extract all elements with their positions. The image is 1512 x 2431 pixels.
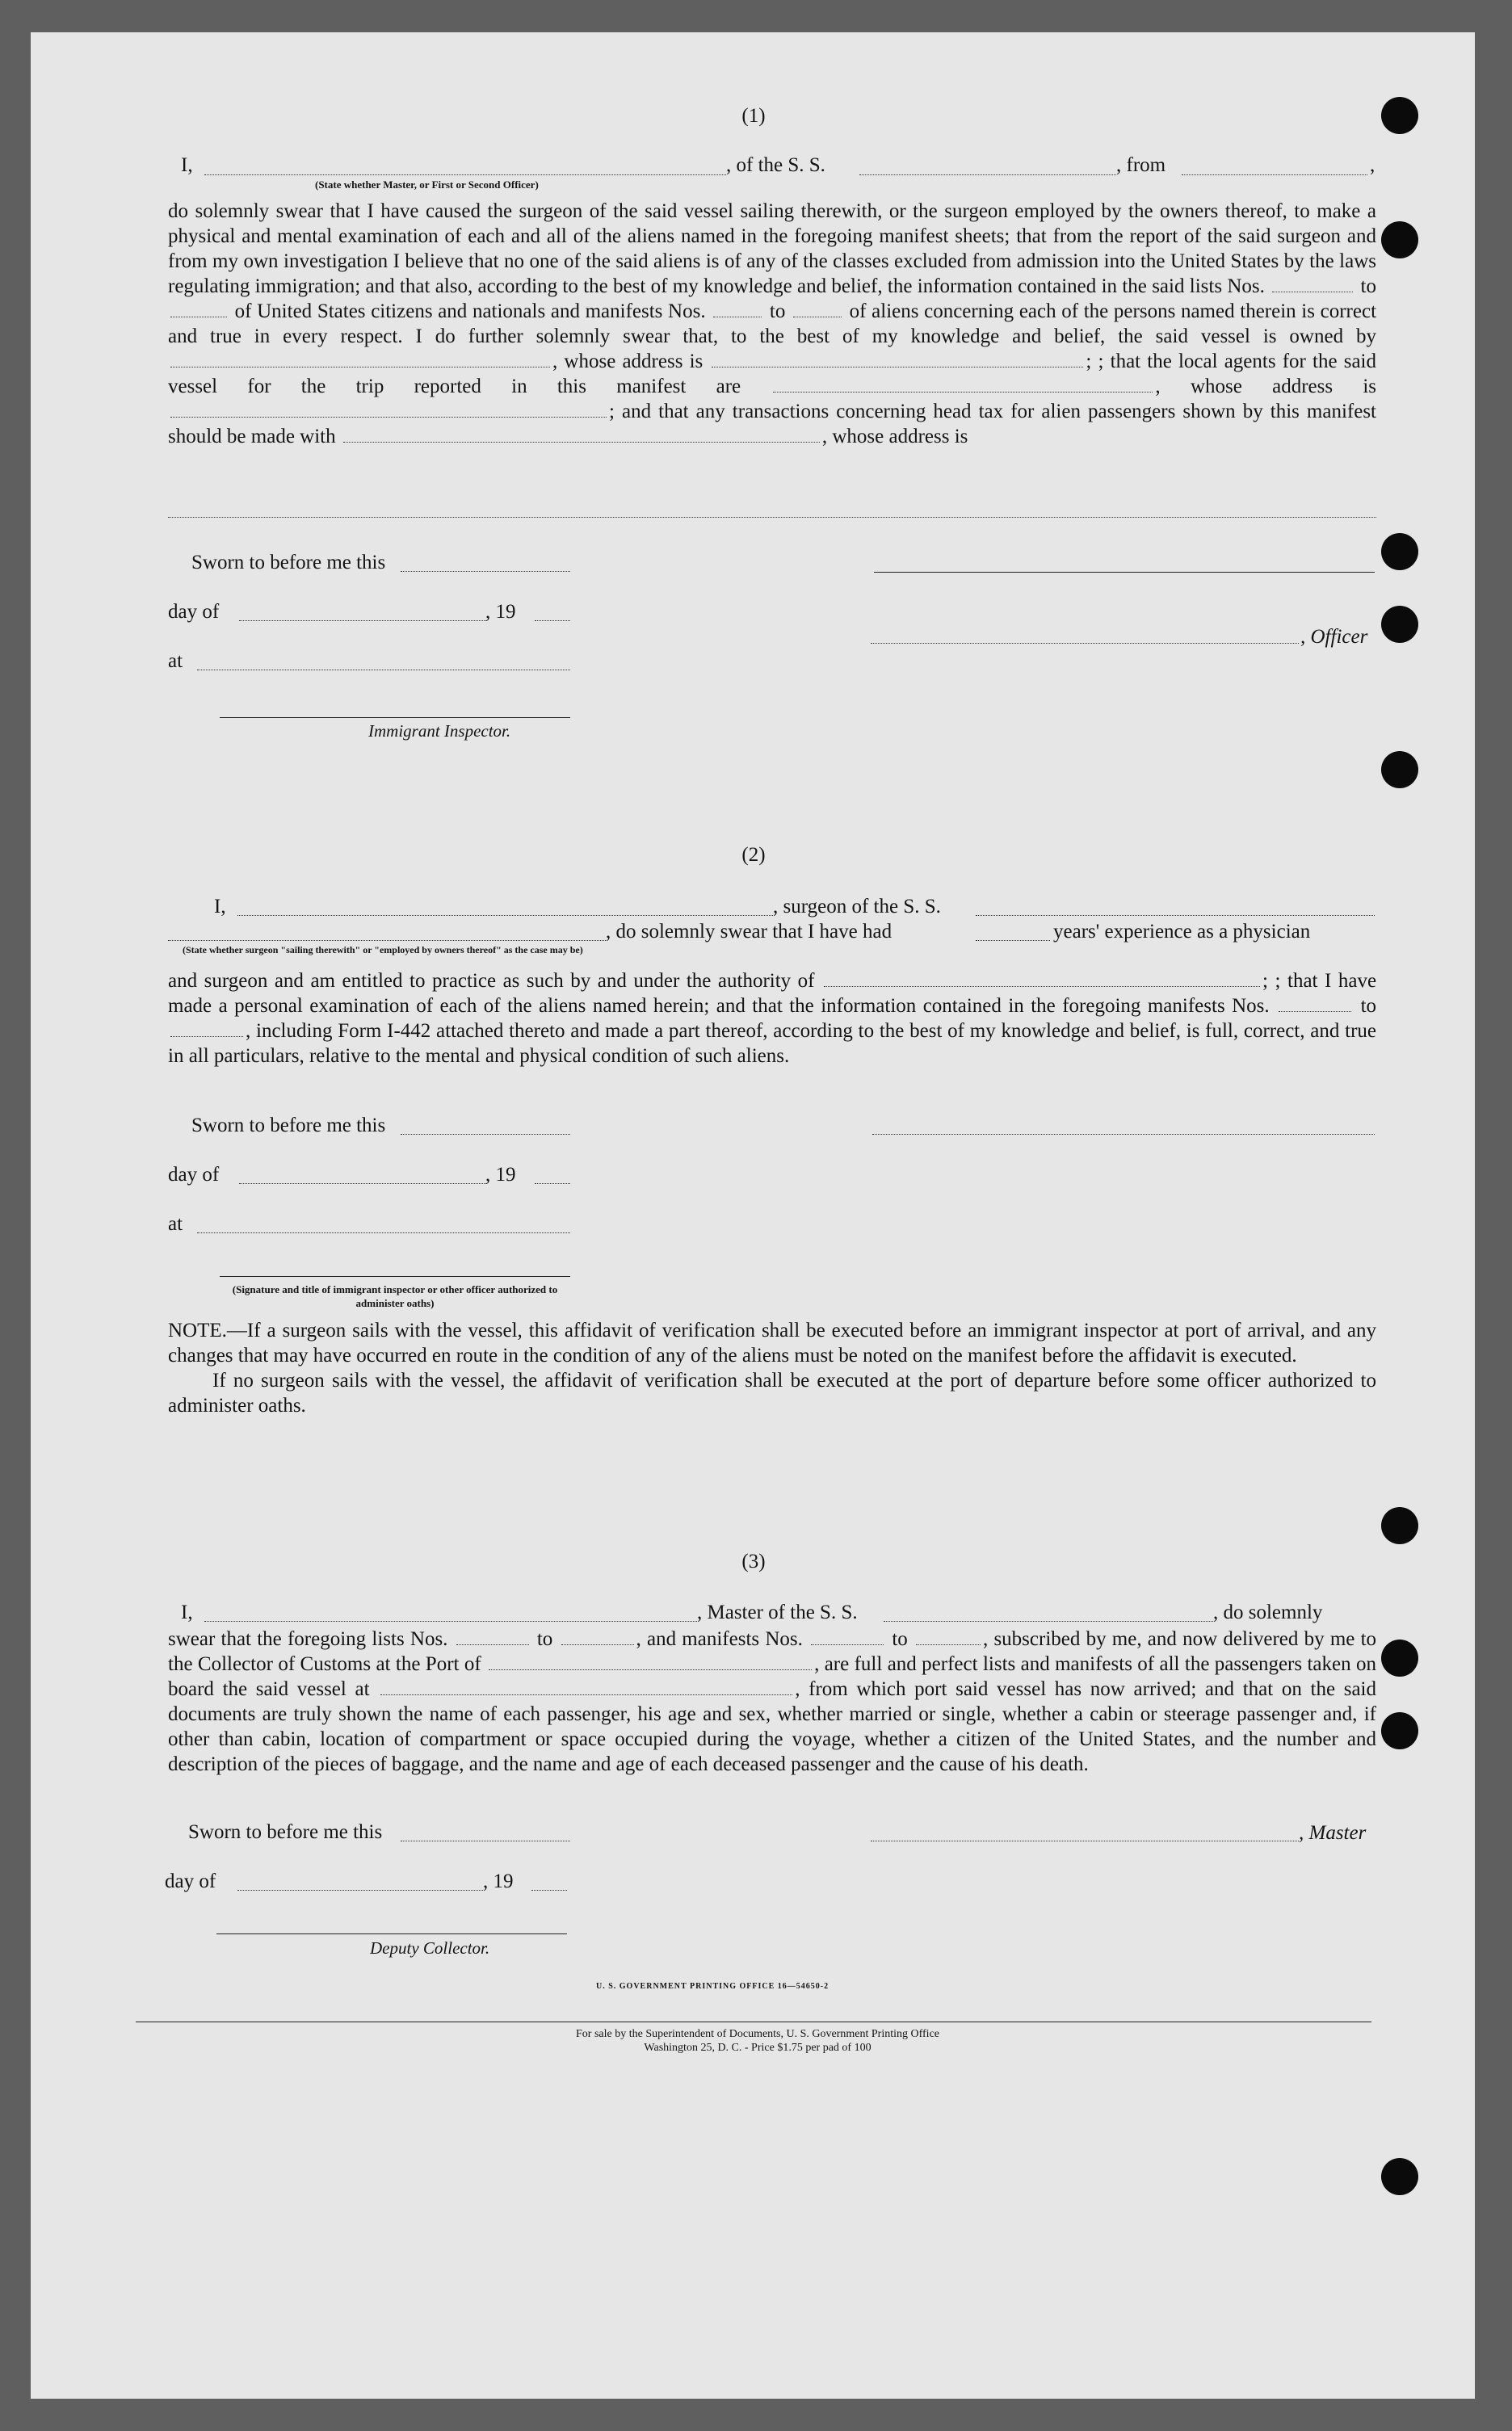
s3-to-1: to: [536, 1628, 553, 1650]
s1-officer-title-field[interactable]: [871, 643, 1299, 644]
s2-authority-field[interactable]: [824, 986, 1260, 987]
s2-year-label: , 19: [485, 1164, 516, 1186]
s1-officer-signature-line[interactable]: [874, 572, 1375, 573]
s2-surgeon-signature-field[interactable]: [872, 1134, 1375, 1135]
s2-capacity-hint: (State whether surgeon "sailing therewith" or "employed by owners thereof" as the case may be): [183, 944, 583, 955]
s2-note-1: NOTE.—If a surgeon sails with the vessel, this affidavit of verification shall be executed before an immigrant inspector at port of arrival, and any changes that may have occurred en route in the condition of any of the aliens must be noted on the manifest before the affidavit is executed.: [168, 1320, 1376, 1367]
s3-deputy-signature-line[interactable]: [216, 1933, 567, 1934]
s2-i-label: I,: [214, 896, 226, 917]
s3-sworn-label: Sworn to before me this: [188, 1821, 383, 1843]
s1-comma: ,: [1370, 154, 1376, 176]
s3-body-2: , and manifests Nos.: [636, 1628, 803, 1650]
s2-at-label: at: [168, 1213, 183, 1235]
punch-hole-3: [1381, 533, 1418, 570]
s3-ship-label: , Master of the S. S.: [697, 1602, 858, 1623]
s1-body-5: ; that the local agents for the said vessel for the trip reported in this manifest are: [168, 351, 1376, 397]
s2-ship-label: , surgeon of the S. S.: [773, 896, 941, 917]
punch-hole-2: [1381, 221, 1418, 258]
s2-note: [168, 1318, 1376, 1418]
s1-year-label: , 19: [485, 601, 516, 623]
punch-hole-7: [1381, 1640, 1418, 1677]
s2-day-label: day of: [168, 1164, 220, 1186]
s3-ship-name-field[interactable]: [884, 1621, 1213, 1622]
s3-master-name-field[interactable]: [204, 1621, 697, 1622]
s3-lists-from-field[interactable]: [456, 1644, 529, 1645]
s1-officer-label: , Officer: [1300, 626, 1368, 648]
s1-body-3: of aliens concerning each of the persons named therein is correct and true in every respect. I do further solemnly swear that, to the best of my knowledge and belief, the said vessel is owned by: [168, 300, 1377, 347]
s2-at-field[interactable]: [197, 1232, 570, 1233]
s2-capacity-field[interactable]: [168, 940, 606, 941]
s1-officer-name-field[interactable]: [204, 174, 726, 175]
s1-headtax-address-field[interactable]: [168, 517, 1376, 518]
s2-note-2: If no surgeon sails with the vessel, the affidavit of verification shall be executed at the port of departure before some officer authorized to administer oaths.: [168, 1370, 1376, 1417]
s2-manifests-from-field[interactable]: [1279, 1011, 1351, 1012]
s2-day-field[interactable]: [239, 1183, 486, 1184]
s1-inspector-label: Immigrant Inspector.: [368, 721, 511, 741]
punch-hole-1: [1381, 97, 1418, 134]
s3-body-4: , are full and perfect lists and manifests of all the passengers taken on board the said vessel at: [168, 1653, 1377, 1700]
section-2-number: (2): [741, 844, 766, 866]
s1-oath-text: do solemnly swear that I have caused the surgeon of the said vessel sailing therewith, or the surgeon employed by the owners thereof, to make a physical and mental examination of each and all of the aliens named in the foregoing manifest sheets; that from the report of the said surgeon and from my own investigation I believe that no one of the said aliens is of any of the classes excluded from admission into the United States by the laws regulating immigration; and that also, according to the best of my knowledge and belief, the information contained in the said lists Nos. to of United States citizens and nationals and manifests Nos. to of aliens concerning each of the persons named therein is correct and true in every respect. I do further solemnly swear that, to the best of my knowledge and belief, the said vessel is owned by , whose address is ; ; that the local agents for the said vessel for the trip reported in this manifest are , whose address is ; and that any transactions concerning head tax for alien passengers shown by this manifest should be made with , whose address is: [168, 200, 1377, 447]
s3-manifests-to-field[interactable]: [916, 1644, 981, 1645]
s3-i-label: I,: [181, 1602, 193, 1623]
s3-master-label: , Master: [1299, 1822, 1367, 1844]
punch-hole-8: [1381, 1712, 1418, 1749]
s1-body-4: , whose address is: [552, 351, 704, 372]
s3-port-field[interactable]: [489, 1669, 812, 1670]
s3-year-field[interactable]: [531, 1890, 567, 1891]
punch-hole-6: [1381, 1507, 1418, 1544]
punch-hole-4: [1381, 606, 1418, 643]
form-page: [31, 32, 1475, 2399]
s2-oath-text: and surgeon and am entitled to practice as such by and under the authority of ; ; that I have made a personal examination of each of the aliens named herein; and that the information contained in the foregoing manifests Nos. to , including Form I-442 attached thereto and made a part thereof, according to the best of my knowledge and belief, is full, correct, and true in all particulars, relative to the mental and physical condition of such aliens.: [168, 970, 1377, 1067]
s2-years-field[interactable]: [976, 940, 1050, 941]
s2-years-label: years' experience as a physician: [1053, 921, 1311, 943]
s3-body-1: swear that the foregoing lists Nos.: [168, 1628, 448, 1650]
sale-notice-2: Washington 25, D. C. - Price $1.75 per pad of 100: [644, 2042, 872, 2054]
punch-hole-5: [1381, 751, 1418, 788]
gpo-imprint: U. S. GOVERNMENT PRINTING OFFICE 16—54650-2: [596, 1982, 830, 1991]
s3-day-label: day of: [165, 1870, 216, 1892]
s1-i-label: I,: [181, 154, 193, 176]
s1-agents-address-field[interactable]: [170, 417, 607, 418]
s2-swear-label: , do solemnly swear that I have had: [606, 921, 892, 943]
s1-from-label: , from: [1116, 154, 1166, 176]
section-1-number: (1): [741, 105, 766, 127]
s2-sworn-label: Sworn to before me this: [191, 1115, 386, 1136]
s1-body-7: ; and that any transactions concerning head tax for alien passengers shown by this manifest should be made with: [168, 401, 1376, 447]
s2-body-1: and surgeon and am entitled to practice as such by and under the authority of: [168, 970, 815, 992]
s2-year-field[interactable]: [535, 1183, 570, 1184]
s1-sworn-label: Sworn to before me this: [191, 552, 386, 573]
s1-to-1: to: [1360, 275, 1376, 297]
s3-day-field[interactable]: [237, 1890, 483, 1891]
s2-officer-signature-line[interactable]: [220, 1276, 570, 1277]
s1-year-field[interactable]: [535, 620, 570, 621]
s1-to-2: to: [769, 300, 786, 322]
s1-inspector-signature-line[interactable]: [220, 717, 570, 718]
s1-headtax-field[interactable]: [343, 442, 820, 443]
s3-oath-text: [168, 1627, 1376, 1777]
s2-sworn-date-field[interactable]: [401, 1134, 570, 1135]
s1-officer-hint: (State whether Master, or First or Second Officer): [315, 178, 539, 191]
s3-solemnly-label: , do solemnly: [1213, 1602, 1323, 1623]
punch-hole-9: [1381, 2158, 1418, 2195]
s2-signature-hint: (Signature and title of immigrant inspector or other officer authorized to administer oaths): [232, 1283, 558, 1309]
section-3-number: (3): [741, 1551, 766, 1572]
s3-deputy-label: Deputy Collector.: [370, 1938, 490, 1958]
s1-body-2: of United States citizens and nationals and manifests Nos.: [234, 300, 706, 322]
s1-from-field[interactable]: [1182, 174, 1367, 175]
s3-manifests-from-field[interactable]: [811, 1644, 884, 1645]
s3-body-5: , from which port said vessel has now arrived; and that on the said documents are truly shown the name of each passenger, his age and sex, whether married or single, whether a cabin or steerage passenger and, if other than cabin, location of compartment or space occupied during the voyage, whether a citizen of the United States, and the number and description of the pieces of baggage, and the name and age of each deceased passenger and the cause of his death.: [168, 1678, 1376, 1775]
s1-day-field[interactable]: [239, 620, 486, 621]
s1-whose-address: whose address is: [1190, 376, 1377, 397]
s3-departure-port-field[interactable]: [380, 1694, 792, 1695]
s3-to-2: to: [892, 1628, 908, 1650]
s3-year-label: , 19: [483, 1870, 514, 1892]
s2-surgeon-name-field[interactable]: [237, 915, 773, 916]
sale-notice-1: For sale by the Superintendent of Documents, U. S. Government Printing Office: [576, 2028, 939, 2040]
s2-manifests-to-field[interactable]: [170, 1036, 243, 1037]
s3-body-3: , subscribed by me, and now delivered by me to the Collector of Customs at the Port of: [168, 1628, 1377, 1675]
s1-agents-field[interactable]: [773, 392, 1153, 393]
s1-ship-name-field[interactable]: [859, 174, 1116, 175]
s1-sworn-date-field[interactable]: [401, 571, 570, 572]
s2-to: to: [1360, 995, 1377, 1017]
s1-day-label: day of: [168, 601, 220, 623]
s2-body-3: , including Form I-442 attached thereto and made a part thereof, according to the best of my knowledge and belief, is full, correct, and true in all particulars, relative to the mental and physical condition of such aliens.: [168, 1020, 1376, 1067]
s1-at-label: at: [168, 650, 183, 672]
s2-ship-name-field[interactable]: [976, 915, 1375, 916]
s3-lists-to-field[interactable]: [561, 1644, 634, 1645]
s1-ship-label: , of the S. S.: [726, 154, 825, 176]
s1-body-8: , whose address is: [821, 426, 968, 447]
s2-body-2: ; that I have made a personal examination of each of the aliens named herein; and that the information contained in the foregoing manifests Nos.: [168, 970, 1377, 1017]
s1-body-1: do solemnly swear that I have caused the surgeon of the said vessel sailing therewith, or the surgeon employed by the owners thereof, to make a physical and mental examination of each and all of the aliens named in the foregoing manifest sheets; that from the report of the said surgeon and from my own investigation I believe that no one of the said aliens is of any of the classes excluded from admission into the United States by the laws regulating immigration; and that also, according to the best of my knowledge and belief, the information contained in the said lists Nos.: [168, 200, 1376, 297]
